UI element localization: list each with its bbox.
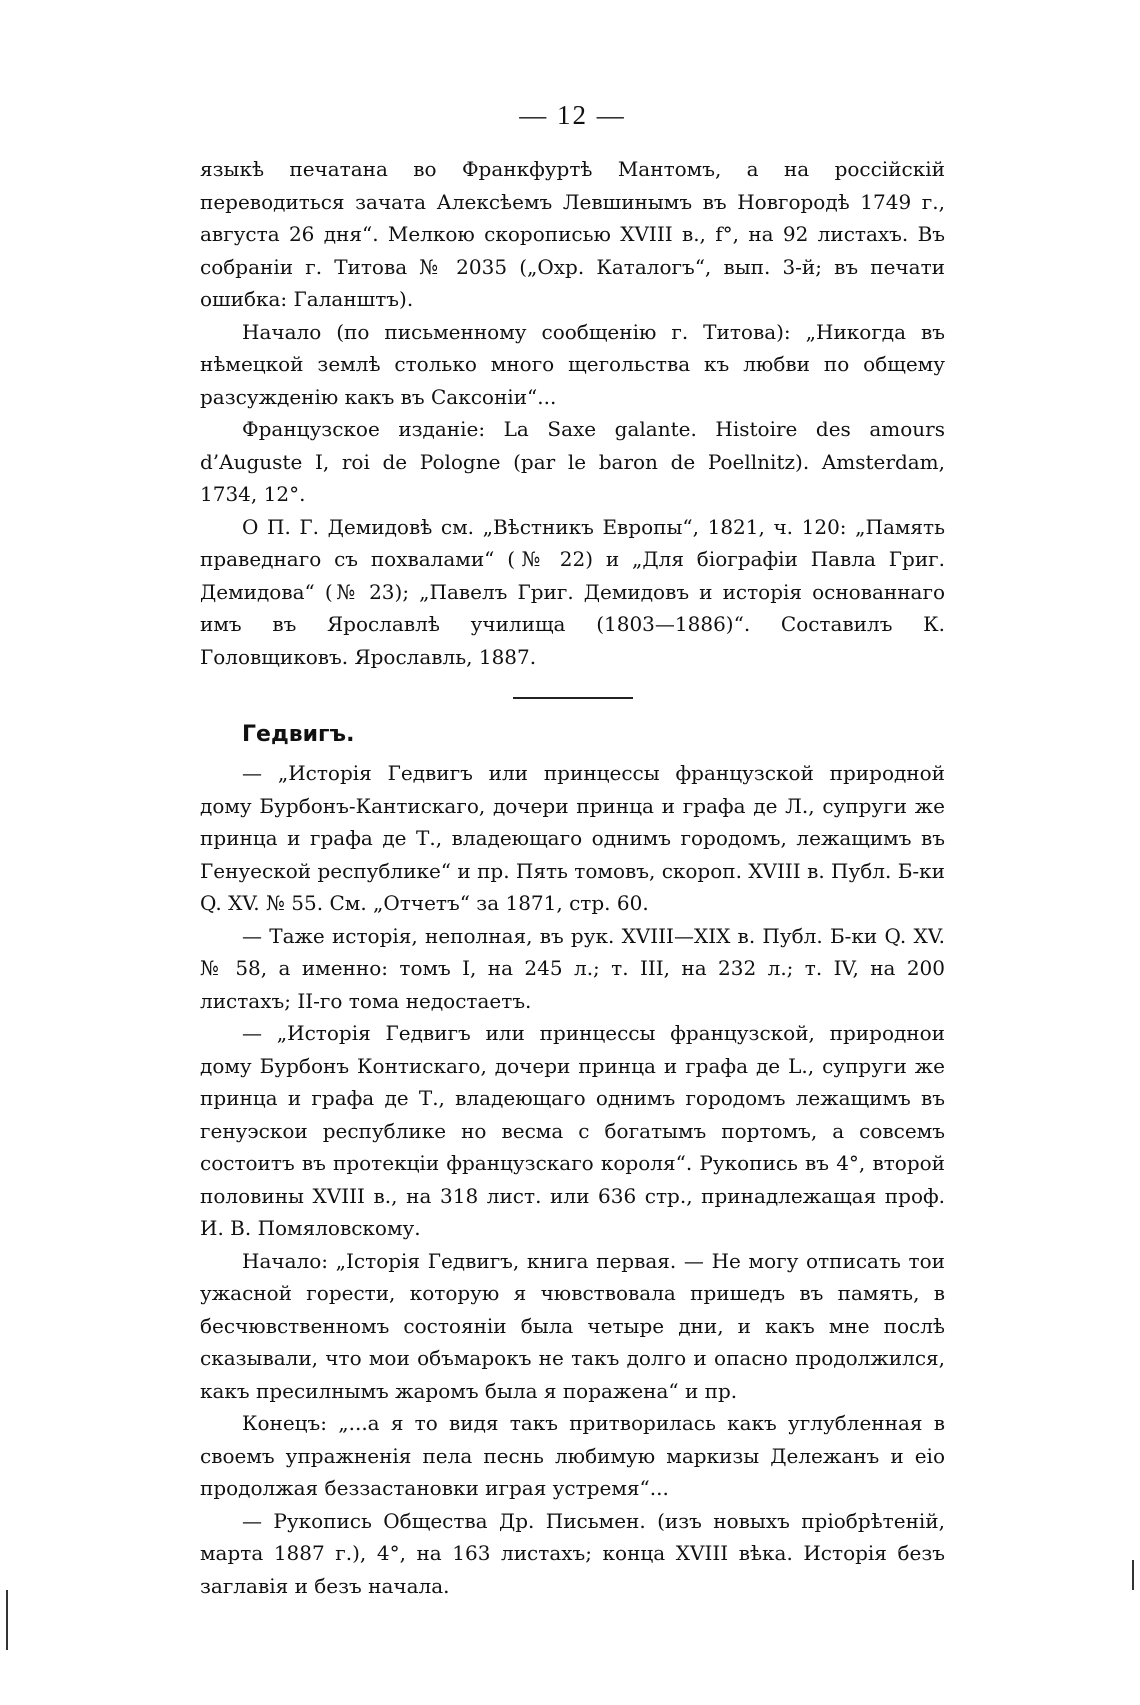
scan-edge-mark [1132, 1560, 1134, 1590]
document-page [200, 100, 945, 1602]
section-paragraph: Начало: „Історія Гедвигъ, книга первая. — Не могу отписать тои ужасной горести, которую я чювствовала пришедъ въ память, в бесчювственномъ состояніи была четыре дни, и какъ мне послѣ сказывали, что мои объмарокъ не такъ долго и опасно продолжился, какъ пресилнымъ жаромъ была я поражена“ и пр. [200, 1248, 945, 1403]
section-paragraph: — „Исторія Гедвигъ или принцессы французской природной дому Бурбонъ-Кантискаго, дочери принца и графа де Л., супруги же принца и графа де Т., владеющаго однимъ городомъ, лежащимъ въ Генуеской республике“ и пр. Пять томовъ, скороп. XVIII в. Публ. Б-ки Q. XV. № 55. См. „Отчетъ“ за 1871, стр. 60. [200, 761, 945, 915]
scan-edge-mark [6, 1590, 8, 1650]
paragraph-french-edition: Французское изданіе: La Saxe galante. Histoire des amours d’Auguste I, roi de Pologne (par le baron de Poellnitz). Amsterdam, 1734, 12°. [200, 417, 945, 506]
section-paragraph: Конецъ: „...а я то видя такъ притворилась какъ углубленная в своемъ упражненія пела песнь любимую маркизы Дележанъ и еіо продолжая беззастановки играя устремя“... [200, 1411, 945, 1500]
section-heading: Гедвигъ. [242, 722, 355, 747]
page-number: — 12 — [519, 100, 626, 130]
paragraph-demidov: О П. Г. Демидовѣ см. „Вѣстникъ Европы“, 1821, ч. 120: „Память праведнаго съ похвалами“ (№ 22) и „Для біографіи Павла Григ. Демидова“ (№ 23); „Павелъ Григ. Демидовъ и исторія основаннаго имъ въ Ярославлѣ училища (1803—1886)“. Составилъ К. Головщиковъ. Ярославль, 1887. [200, 514, 945, 669]
section-paragraph: — Таже исторія, неполная, въ рук. XVIII—XIX в. Публ. Б-ки Q. XV. № 58, а именно: томъ I, на 245 л.; т. III, на 232 л.; т. IV, на 200 листахъ; II-го тома недостаетъ. [200, 923, 945, 1013]
section-divider [513, 697, 633, 699]
section-paragraph: — „Исторія Гедвигъ или принцессы французской, природнои дому Бурбонъ Контискаго, дочери принца и графа де L., супруги же принца и графа де Т., владеющаго однимъ городомъ лежащимъ въ генуэскои республике но весма с богатымъ портомъ, а совсемъ состоитъ въ протекціи французскаго короля“. Рукопись въ 4°, второй половины XVIII в., на 318 лист. или 636 стр., принадлежащая проф. И. В. Помяловскому. [200, 1021, 945, 1240]
paragraph-continuation: языкѣ печатана во Франкфуртѣ Мантомъ, а на россійскій переводиться зачата Алексѣемъ Левшинымъ въ Новгородѣ 1749 г., августа 26 дня“. Мелкою скорописью XVIII в., f°, на 92 листахъ. Въ собраніи г. Титова № 2035 („Охр. Каталогъ“, вып. 3-й; въ печати ошибка: Галанштъ). [200, 157, 945, 311]
section-paragraph: — Рукопись Общества Др. Письмен. (изъ новыхъ пріобрѣтеній, марта 1887 г.), 4°, на 163 листахъ; конца XVIII вѣка. Исторія безъ заглавія и безъ начала. [200, 1508, 945, 1598]
paragraph-incipit: Начало (по письменному сообщенію г. Титова): „Никогда въ нѣмецкой землѣ столько много щегольства къ любви по общему разсужденію какъ въ Саксоніи“... [200, 319, 945, 409]
